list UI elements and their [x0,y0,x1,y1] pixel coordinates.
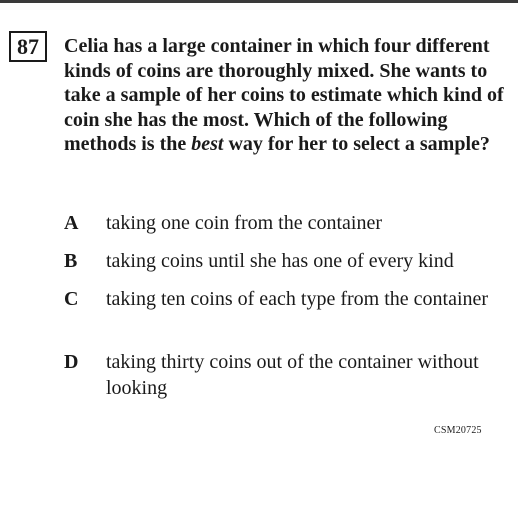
top-rule [0,0,518,3]
question-stem [64,34,514,157]
option-text: taking coins until she has one of every kind [106,250,454,272]
option-text: taking ten coins of each type from the container [106,288,489,310]
item-code: CSM20725 [434,425,482,436]
option-letter: C [64,288,79,310]
option-text: taking one coin from the container [106,212,383,234]
stem-text-part2: way for her to select a sample? [223,133,490,155]
question-number: 87 [9,31,47,62]
stem-text-part1: Celia has a large container in which four different kinds of coins are thoroughly mixed. She wants to take a sample of her coins to estimate which kind of coin she has the most. Which of the following methods is the [64,35,504,155]
option-letter: A [64,212,79,234]
stem-emphasis: best [191,133,224,155]
option-text: taking thirty coins out of the container without looking [106,351,479,399]
option-letter: D [64,351,79,373]
option-letter: B [64,250,78,272]
